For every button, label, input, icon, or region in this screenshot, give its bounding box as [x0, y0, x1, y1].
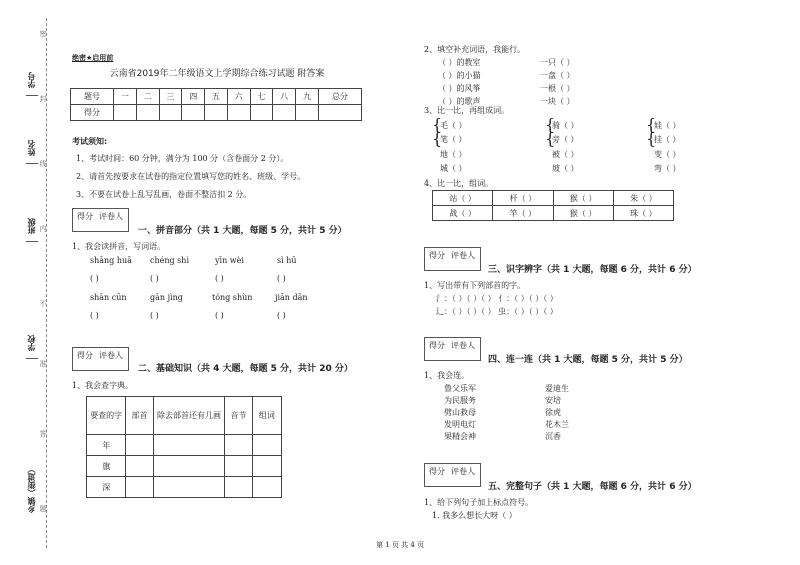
scorer-score-label: 得分: [429, 467, 445, 476]
group-word[interactable]: 站（ ）: [433, 191, 493, 206]
scorer-grader-label: 评卷人: [451, 251, 475, 260]
match-right[interactable]: 花木兰: [545, 420, 569, 429]
scorer-grader-label: 评卷人: [451, 467, 475, 476]
score-cell[interactable]: [296, 105, 319, 121]
margin-label-name: 姓名: [27, 140, 36, 156]
group-word[interactable]: 战（ ）: [433, 206, 493, 221]
match-right[interactable]: 徐虎: [545, 408, 561, 417]
answer-blank[interactable]: ( ): [215, 311, 224, 320]
notice-title: 考试须知:: [72, 137, 108, 146]
scorer-box: [72, 347, 129, 371]
compare-word[interactable]: 娃（ ）: [654, 121, 681, 130]
answer-blank[interactable]: ( ): [277, 311, 286, 320]
secret-label: 绝密★启用前: [72, 54, 114, 62]
question-text: 1、给下列句子加上标点符号。: [424, 498, 534, 507]
compare-word[interactable]: 城（ ）: [440, 164, 467, 173]
score-header: 五: [205, 89, 228, 105]
question-text: 2、填空补充词语，我能行。: [424, 45, 526, 54]
brace-icon: { {: [646, 115, 657, 148]
compare-word[interactable]: 地（ ）: [440, 150, 467, 159]
fill-right[interactable]: 一块（ ）: [540, 97, 575, 106]
compare-word[interactable]: 变（ ）: [654, 150, 681, 159]
scorer-score-label: 得分: [429, 251, 445, 260]
margin-seal-char: 密: [39, 30, 47, 37]
match-right[interactable]: 沉香: [545, 432, 561, 441]
fill-right[interactable]: 一只（ ）: [540, 58, 575, 67]
score-cell[interactable]: [273, 105, 296, 121]
dict-header: 要查的字: [87, 397, 126, 435]
dict-header: 音节: [225, 397, 252, 435]
score-cell[interactable]: [136, 105, 159, 121]
page-title: 云南省2019年二年级语文上学期综合练习试题 附答案: [109, 69, 325, 79]
score-header: 七: [250, 89, 273, 105]
dict-cell[interactable]: [252, 435, 281, 456]
score-cell[interactable]: [250, 105, 273, 121]
score-header: 二: [136, 89, 159, 105]
answer-blank[interactable]: ( ): [215, 274, 224, 283]
score-header: 八: [273, 89, 296, 105]
section-1-title: 一、拼音部分（共 1 大题，每题 5 分，共计 5 分）: [138, 226, 347, 236]
score-header: 总分: [318, 89, 361, 105]
score-header: 六: [227, 89, 250, 105]
match-right[interactable]: 爱迪生: [545, 384, 569, 393]
fill-right[interactable]: 一盘（ ）: [540, 71, 575, 80]
section-3-title: 三、识字辨字（共 1 大题，每题 6 分，共计 6 分）: [488, 265, 697, 275]
group-word[interactable]: 朱（ ）: [613, 191, 673, 206]
pinyin: shān cūn: [90, 293, 127, 302]
margin-label-town: 乡镇（街道）: [27, 465, 36, 513]
margin-seal-char: 答: [39, 430, 47, 437]
margin-seal-char: 准: [39, 360, 47, 367]
pinyin: yīn wèi: [215, 256, 244, 265]
notice-item: 1、考试时间：60 分钟，满分为 100 分（含卷面分 2 分）。: [76, 154, 289, 163]
score-cell[interactable]: [205, 105, 228, 121]
score-header: 九: [296, 89, 319, 105]
scorer-box: [424, 463, 481, 487]
pinyin: tóng shùn: [212, 293, 253, 302]
score-header: 四: [182, 89, 205, 105]
score-header: 三: [159, 89, 182, 105]
pinyin: sì hū: [277, 256, 297, 265]
question-text: 3、比一比，再组成词。: [424, 106, 510, 115]
answer-blank[interactable]: ( ): [150, 274, 159, 283]
dict-cell[interactable]: [153, 435, 225, 456]
group-word[interactable]: 杆（ ）: [493, 191, 553, 206]
dict-char: 年: [87, 435, 126, 456]
margin-fill-line: [26, 358, 38, 359]
pinyin: gān jìng: [150, 293, 183, 302]
compare-word[interactable]: 毛（ ）: [440, 121, 467, 130]
question-text: 1、我会读拼音，写词语。: [72, 242, 166, 251]
fill-left[interactable]: （ ）的小猫: [438, 71, 481, 80]
margin-fill-line: [26, 241, 38, 242]
fill-right[interactable]: 一根（ ）: [540, 84, 575, 93]
score-cell[interactable]: [318, 105, 361, 121]
margin-fill-line: [26, 95, 38, 96]
scorer-box: [72, 208, 129, 232]
group-word[interactable]: 猴（ ）: [553, 191, 613, 206]
margin-seal-char: 题: [39, 505, 47, 512]
score-row-label: 得分: [71, 105, 114, 121]
brace-icon: { {: [545, 115, 556, 148]
compare-word[interactable]: 被（ ）: [552, 150, 579, 159]
question-text: 1、写出带有下列部首的字。: [424, 281, 526, 290]
match-left[interactable]: 发明电灯: [444, 420, 476, 429]
dict-cell[interactable]: [153, 456, 225, 477]
group-word[interactable]: 猴（ ）: [553, 206, 613, 221]
fill-left[interactable]: （ ）的歌声: [438, 97, 481, 106]
dict-cell[interactable]: [225, 456, 252, 477]
match-right[interactable]: 安培: [545, 396, 561, 405]
dict-cell[interactable]: [153, 477, 225, 498]
radical-row[interactable]: 氵：（ ）（ ）（ ） 亻：（ ）（ ）（ ）: [436, 294, 558, 303]
sentence-item[interactable]: 1. 我多么想长大呀（ ）: [432, 511, 517, 520]
answer-blank[interactable]: ( ): [277, 274, 286, 283]
scorer-score-label: 得分: [77, 351, 93, 360]
scorer-grader-label: 评卷人: [99, 212, 123, 221]
dict-header: 除去部首还有几画: [153, 397, 225, 435]
compare-word[interactable]: 挂（ ）: [654, 135, 681, 144]
section-2-title: 二、基础知识（共 4 大题，每题 5 分，共计 20 分）: [138, 364, 353, 374]
score-cell[interactable]: [159, 105, 182, 121]
margin-seal-char: 线: [39, 160, 47, 167]
notice-item: 2、请首先按要求在试卷的指定位置填写您的姓名、班级、学号。: [76, 172, 306, 181]
dictionary-table: [86, 396, 282, 498]
group-word[interactable]: 竿（ ）: [493, 206, 553, 221]
dict-cell[interactable]: [252, 477, 281, 498]
scorer-score-label: 得分: [77, 212, 93, 221]
dict-cell[interactable]: [126, 477, 153, 498]
margin-seal-char: 内: [39, 225, 47, 232]
compare-word[interactable]: 旁（ ）: [552, 135, 579, 144]
dict-header: 部首: [126, 397, 153, 435]
margin-label-student-id: 学号: [27, 72, 36, 88]
answer-blank[interactable]: ( ): [150, 311, 159, 320]
score-cell[interactable]: [227, 105, 250, 121]
match-left[interactable]: 劈山救母: [444, 408, 476, 417]
answer-blank[interactable]: ( ): [90, 311, 99, 320]
brace-icon: { {: [432, 115, 443, 148]
score-table: [70, 88, 362, 121]
pinyin: jiān dān: [275, 293, 308, 302]
dict-cell[interactable]: [225, 435, 252, 456]
dict-cell[interactable]: [126, 435, 153, 456]
margin-fill-line: [26, 163, 38, 164]
scorer-box: [424, 247, 481, 271]
match-left[interactable]: 为民服务: [444, 396, 476, 405]
score-header: 题号: [71, 89, 114, 105]
margin-seal-char: 封: [39, 95, 47, 102]
group-word-table: [432, 190, 674, 221]
margin-seal-char: 不: [39, 300, 47, 307]
dict-cell[interactable]: [225, 477, 252, 498]
margin-label-class: 班级: [27, 218, 36, 234]
match-left[interactable]: 果精会神: [444, 432, 476, 441]
question-text: 4、比一比，组词。: [424, 179, 494, 188]
section-5-title: 五、完整句子（共 1 大题，每题 6 分，共计 6 分）: [488, 482, 697, 492]
score-header: 一: [114, 89, 137, 105]
notice-item: 3、不要在试卷上乱写乱画，卷面不整洁扣 2 分。: [76, 190, 252, 199]
dict-cell[interactable]: [252, 456, 281, 477]
scorer-grader-label: 评卷人: [99, 351, 123, 360]
answer-blank[interactable]: ( ): [90, 274, 99, 283]
dict-char: 深: [87, 477, 126, 498]
dict-cell[interactable]: [126, 456, 153, 477]
compare-word[interactable]: 坡（ ）: [552, 164, 579, 173]
compare-word[interactable]: 骑（ ）: [552, 121, 579, 130]
compare-word[interactable]: 笔（ ）: [440, 135, 467, 144]
dict-char: 旗: [87, 456, 126, 477]
question-text: 1、我会连。: [424, 371, 470, 380]
compare-word[interactable]: 弯（ ）: [654, 164, 681, 173]
scorer-box: [424, 337, 481, 361]
scorer-grader-label: 评卷人: [451, 341, 475, 350]
fill-left[interactable]: （ ）的风筝: [438, 84, 481, 93]
dict-header: 组词: [252, 397, 281, 435]
match-left[interactable]: 鲁父乐军: [444, 384, 476, 393]
score-cell[interactable]: [182, 105, 205, 121]
scorer-score-label: 得分: [429, 341, 445, 350]
margin-label-school: 学校: [27, 335, 36, 351]
pinyin: shāng huā: [90, 256, 132, 265]
section-4-title: 四、连一连（共 1 大题，每题 5 分，共计 5 分）: [488, 355, 688, 365]
group-word[interactable]: 珠（ ）: [613, 206, 673, 221]
fill-left[interactable]: （ ）的教室: [438, 58, 481, 67]
question-text: 1、我会查字典。: [72, 381, 134, 390]
radical-row[interactable]: 辶：（ ）（ ）（ ） 虫：（ ）（ ）（ ）: [436, 307, 558, 316]
pinyin: chéng shì: [150, 256, 189, 265]
score-cell[interactable]: [114, 105, 137, 121]
page-footer: 第 1 页 共 4 页: [375, 541, 425, 549]
